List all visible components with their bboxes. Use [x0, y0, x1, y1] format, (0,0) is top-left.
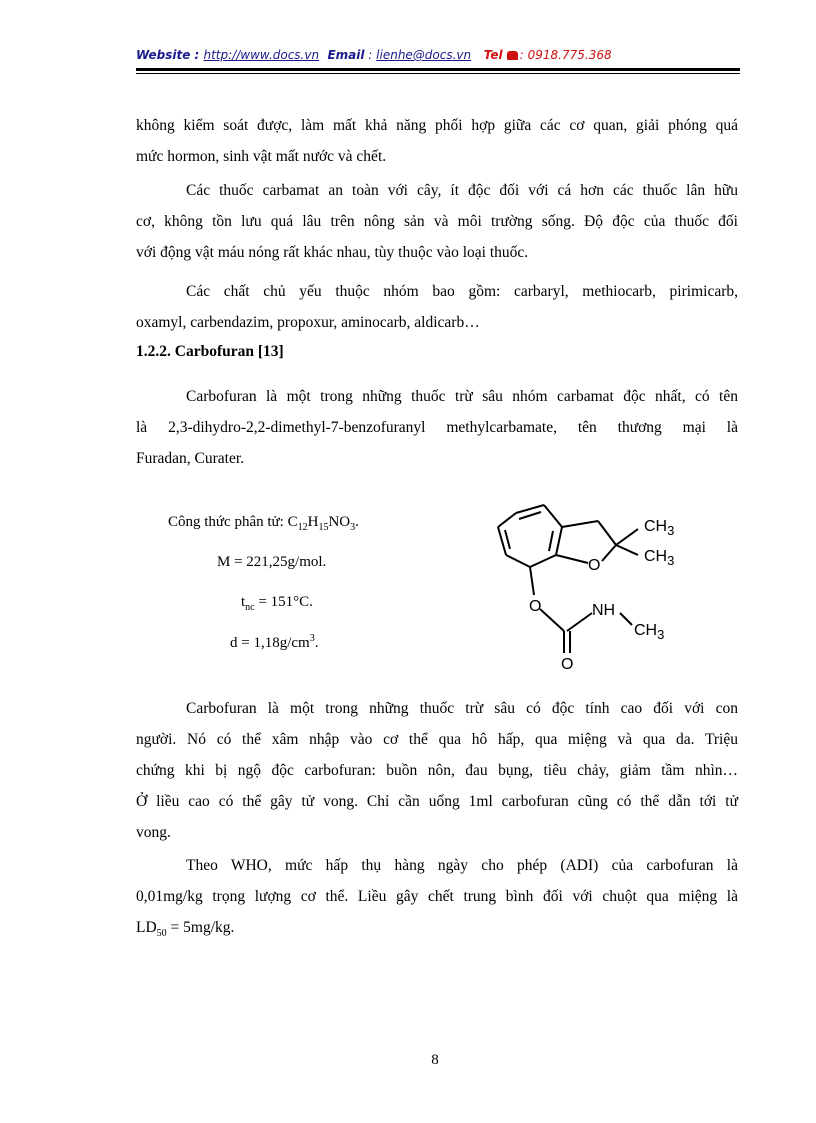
- paragraph-4: [136, 381, 738, 474]
- formula-subscript: 3: [350, 522, 356, 533]
- density: [230, 633, 318, 652]
- ch3-top-label: $CH_3$: [644, 518, 675, 538]
- paragraph-5: [136, 693, 738, 848]
- ld-subscript: 50: [156, 928, 167, 940]
- page-number: 8: [431, 1052, 439, 1068]
- paragraph-line: [136, 912, 738, 949]
- tel-value: : 0918.775.368: [519, 48, 612, 62]
- formula-subscript: 12: [297, 522, 308, 533]
- formula-part: NO: [328, 514, 351, 530]
- header-rule-thin: [136, 73, 740, 74]
- melting-symbol: t: [241, 594, 246, 610]
- n-methyl-label: $CH_3$: [634, 622, 665, 642]
- paragraph-line: chứng khi bị ngộ độc carbofuran: buồn nôn, đau bụng, tiêu chảy, giảm tầm nhìn…: [136, 762, 738, 779]
- carbofuran-structure: [488, 495, 698, 675]
- formula-part: C: [287, 514, 298, 530]
- paragraph-line: Các thuốc carbamat an toàn với cây, ít độc đối với cá hơn các thuốc lân hữu: [186, 182, 738, 199]
- nh-label: NH: [592, 602, 616, 619]
- paragraph-1: [136, 110, 738, 172]
- formula-part: .: [355, 514, 359, 530]
- density-value: d = 1,18g/cm: [230, 635, 310, 651]
- paragraph-line: oxamyl, carbendazim, propoxur, aminocarb, aldicarb…: [136, 314, 480, 331]
- phone-icon: [507, 51, 518, 60]
- structure-bonds: [498, 505, 638, 653]
- email-link[interactable]: lienhe@docs.vn: [376, 48, 472, 62]
- email-separator: :: [364, 48, 377, 62]
- paragraph-line: người. Nó có thể xâm nhập vào cơ thể qua hô hấp, qua miệng và qua da. Triệu: [136, 731, 738, 748]
- paragraph-line: Furadan, Curater.: [136, 450, 245, 467]
- paragraph-line: Ở liều cao có thể gây tử vong. Chỉ cần uống 1ml carbofuran cũng có thể dẫn tới tử: [136, 793, 738, 810]
- ester-oxygen-label: O: [529, 598, 542, 615]
- paragraph-line: mức hormon, sinh vật mất nước và chết.: [136, 148, 387, 165]
- paragraph-line: Carbofuran là một trong những thuốc trừ sâu nhóm carbamat độc nhất, có tên: [186, 388, 738, 405]
- paragraph-line: cơ, không tồn lưu quá lâu trên nông sản và môi trường sống. Độ độc của thuốc đối: [136, 213, 738, 230]
- melting-value: = 151°C.: [254, 594, 313, 610]
- formula-part: H: [307, 514, 319, 530]
- molar-mass: M = 221,25g/mol.: [217, 554, 327, 570]
- paragraph-3: [136, 276, 738, 338]
- melting-subscript: nc: [245, 602, 255, 613]
- carbonyl-oxygen-label: O: [561, 656, 574, 673]
- formula-label: Công thức phân tử:: [168, 514, 288, 530]
- density-superscript: 3: [309, 633, 315, 644]
- paragraph-line: vong.: [136, 824, 171, 841]
- section-heading: 1.2.2. Carbofuran [13]: [136, 343, 284, 360]
- ld-symbol: LD: [136, 919, 157, 936]
- paragraph-line: 0,01mg/kg trọng lượng cơ thể. Liều gây chết trung bình đối với chuột qua miệng là: [136, 888, 738, 905]
- tel-label: Tel: [483, 48, 503, 62]
- page-header: [136, 48, 746, 62]
- paragraph-line: không kiểm soát được, làm mất khả năng phối hợp giữa các cơ quan, giải phóng quá: [136, 117, 738, 134]
- paragraph-line: Các chất chủ yếu thuộc nhóm bao gồm: carbaryl, methiocarb, pirimicarb,: [186, 283, 738, 300]
- formula-subscript: 15: [318, 522, 329, 533]
- paragraph-line: là 2,3-dihydro-2,2-dimethyl-7-benzofuranyl methylcarbamate, tên thương mại là: [136, 419, 738, 436]
- ring-oxygen-label: O: [588, 557, 601, 574]
- header-rule-thick: [136, 68, 740, 71]
- paragraph-line: với động vật máu nóng rất khác nhau, tùy thuộc vào loại thuốc.: [136, 244, 529, 261]
- ch3-bottom-label: $CH_3$: [644, 548, 675, 568]
- molecular-formula: [168, 514, 359, 533]
- ld-value: = 5mg/kg.: [166, 919, 235, 936]
- paragraph-2: [136, 175, 738, 268]
- paragraph-6: [136, 850, 738, 949]
- paragraph-line: Theo WHO, mức hấp thụ hàng ngày cho phép (ADI) của carbofuran là: [186, 857, 738, 874]
- website-link[interactable]: http://www.docs.vn: [203, 48, 320, 62]
- paragraph-line: Carbofuran là một trong những thuốc trừ sâu có độc tính cao đối với con: [186, 700, 738, 717]
- website-label: Website :: [136, 48, 200, 62]
- density-end: .: [314, 635, 319, 651]
- melting-point: [241, 594, 313, 613]
- email-label: Email: [327, 48, 365, 62]
